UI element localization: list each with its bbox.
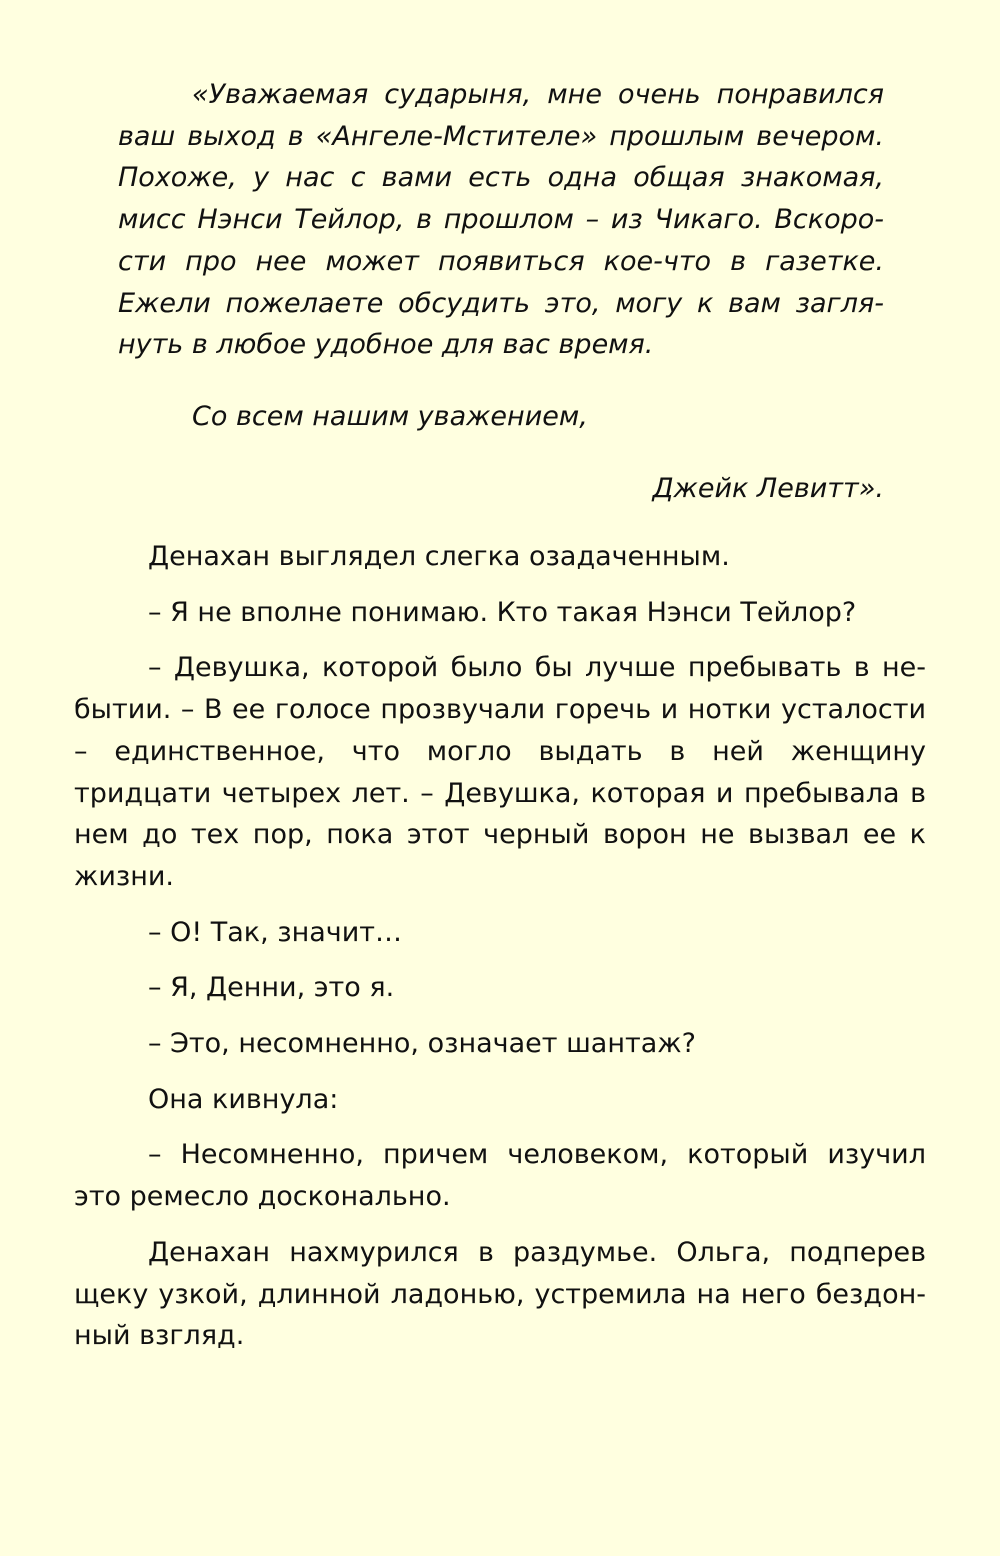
paragraph: – О! Так, значит… bbox=[148, 916, 403, 948]
paragraph: – Несомненно, причем человеком, который изучил это ремесло досконально. bbox=[74, 1139, 926, 1213]
paragraph: – Девушка, которой было бы лучше пребывать в небытии. – В ее голосе прозвучали горечь и нотки усталости – единственное, что могло выдать в ней женщину тридцати четырех лет. – Девушка, которая и пребывала в нем до тех пор, пока этот черный ворон не вызвал ее к жизни. bbox=[74, 652, 926, 892]
paragraph: Денахан нахмурился в раздумье. Ольга, подперев щеку узкой, длинной ладонью, устремила на него бездонный взгляд. bbox=[74, 1236, 926, 1352]
paragraph: – Я не вполне понимаю. Кто такая Нэнси Тейлор? bbox=[148, 596, 857, 628]
letter-body: «Уважаемая сударыня, мне очень понравился ваш выход в «Ангеле-Мстителе» прошлым вечером. Похоже, у нас с вами есть одна общая знакомая, мисс Нэнси Тейлор, в прошлом – из Чикаго. Вскорости про нее может появиться кое-что в газетке. Ежели пожелаете обсудить это, могу к вам заглянуть в любое удобное для вас время. bbox=[118, 79, 884, 361]
paragraph: – Я, Денни, это я. bbox=[148, 972, 395, 1004]
paragraph: Она кивнула: bbox=[148, 1083, 339, 1115]
letter-closing: Со всем нашим уважением, bbox=[192, 400, 588, 432]
narrative-text bbox=[74, 536, 926, 1371]
paragraph: Денахан выглядел слегка озадаченным. bbox=[148, 541, 730, 572]
quoted-letter bbox=[118, 74, 884, 509]
paragraph: – Это, несомненно, означает шантаж? bbox=[148, 1028, 696, 1060]
letter-signature: Джейк Левитт». bbox=[652, 472, 884, 504]
